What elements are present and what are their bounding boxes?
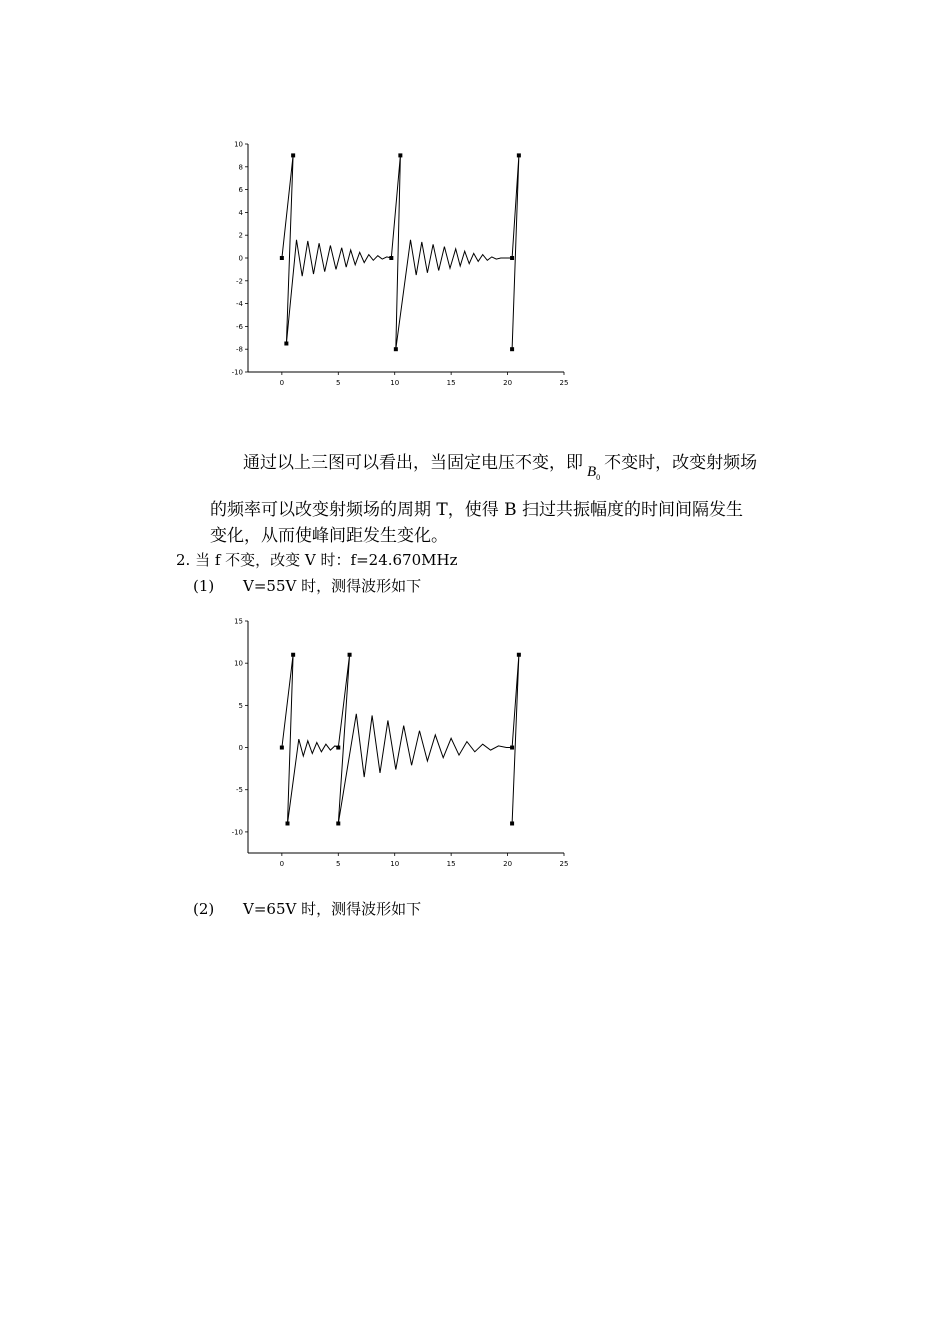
conclusion-paragraph-line-1 — [243, 450, 757, 483]
series-line — [282, 655, 519, 824]
y-tick-label: 0 — [238, 254, 243, 263]
x-tick-label: 15 — [446, 860, 456, 868]
waveform-chart-2 — [222, 612, 574, 874]
x-tick-label: 5 — [336, 379, 341, 387]
conclusion-text-end: 不变时，改变射频场 — [604, 453, 758, 473]
y-tick-label: 2 — [238, 231, 243, 240]
x-tick-label: 20 — [503, 860, 513, 868]
section-item-2: 2. 当 f 不变，改变 V 时：f=24.670MHz — [176, 551, 458, 569]
data-point-marker — [336, 821, 340, 825]
x-tick-label: 25 — [559, 379, 569, 387]
y-tick-label: -2 — [236, 277, 243, 286]
waveform-chart-1 — [222, 138, 574, 395]
conclusion-paragraph-line-2: 的频率可以改变射频场的周期 T，使得 B 扫过共振幅度的时间间隔发生 — [210, 500, 744, 520]
y-tick-label: 5 — [238, 701, 243, 710]
waveform-chart-2-svg — [222, 612, 574, 874]
y-tick-label: -8 — [236, 345, 243, 354]
waveform-chart-1-svg — [222, 138, 574, 395]
b0-symbol-letter: B — [587, 464, 597, 480]
y-tick-label: -5 — [236, 786, 243, 795]
data-point-marker — [286, 821, 290, 825]
data-point-marker — [510, 821, 514, 825]
b0-symbol — [587, 459, 600, 491]
x-tick-label: 10 — [390, 379, 400, 387]
data-point-marker — [398, 153, 402, 157]
x-tick-label: 0 — [279, 379, 285, 387]
data-point-marker — [336, 746, 340, 750]
data-point-marker — [284, 342, 288, 346]
x-tick-label: 0 — [279, 860, 285, 868]
series-line — [282, 155, 519, 349]
x-tick-label: 20 — [503, 379, 513, 387]
conclusion-text-start: 通过以上三图可以看出，当固定电压不变，即 — [243, 453, 583, 473]
sub-item-1-text: V=55V 时，测得波形如下 — [243, 577, 422, 595]
data-point-marker — [291, 653, 295, 657]
data-point-marker — [510, 347, 514, 351]
conclusion-paragraph-line-3: 变化，从而使峰间距发生变化。 — [210, 526, 448, 546]
y-tick-label: 4 — [238, 208, 243, 217]
y-tick-label: 6 — [238, 186, 243, 195]
sub-item-2 — [193, 898, 421, 919]
y-tick-label: 10 — [234, 140, 243, 149]
y-tick-label: 10 — [234, 659, 243, 668]
data-point-marker — [394, 347, 398, 351]
x-tick-label: 25 — [559, 860, 569, 868]
data-point-marker — [348, 653, 352, 657]
x-tick-label: 15 — [446, 379, 456, 387]
x-tick-label: 10 — [390, 860, 400, 868]
sub-item-1 — [193, 575, 421, 596]
y-tick-label: 8 — [238, 163, 243, 172]
data-point-marker — [510, 256, 514, 260]
b0-symbol-subscript: 0 — [596, 473, 601, 482]
y-tick-label: 15 — [234, 617, 243, 626]
x-tick-label: 5 — [336, 860, 341, 868]
data-point-marker — [517, 153, 521, 157]
data-point-marker — [280, 746, 284, 750]
data-point-marker — [510, 746, 514, 750]
data-point-marker — [389, 256, 393, 260]
y-tick-label: 0 — [238, 744, 243, 753]
data-point-marker — [517, 653, 521, 657]
data-point-marker — [280, 256, 284, 260]
y-tick-label: -10 — [231, 368, 243, 377]
sub-item-2-text: V=65V 时，测得波形如下 — [243, 900, 422, 918]
sub-item-1-number: (1) — [193, 577, 215, 595]
sub-item-2-number: (2) — [193, 900, 215, 918]
y-tick-label: -10 — [231, 828, 243, 837]
y-tick-label: -6 — [236, 322, 243, 331]
data-point-marker — [291, 153, 295, 157]
y-tick-label: -4 — [236, 300, 243, 309]
